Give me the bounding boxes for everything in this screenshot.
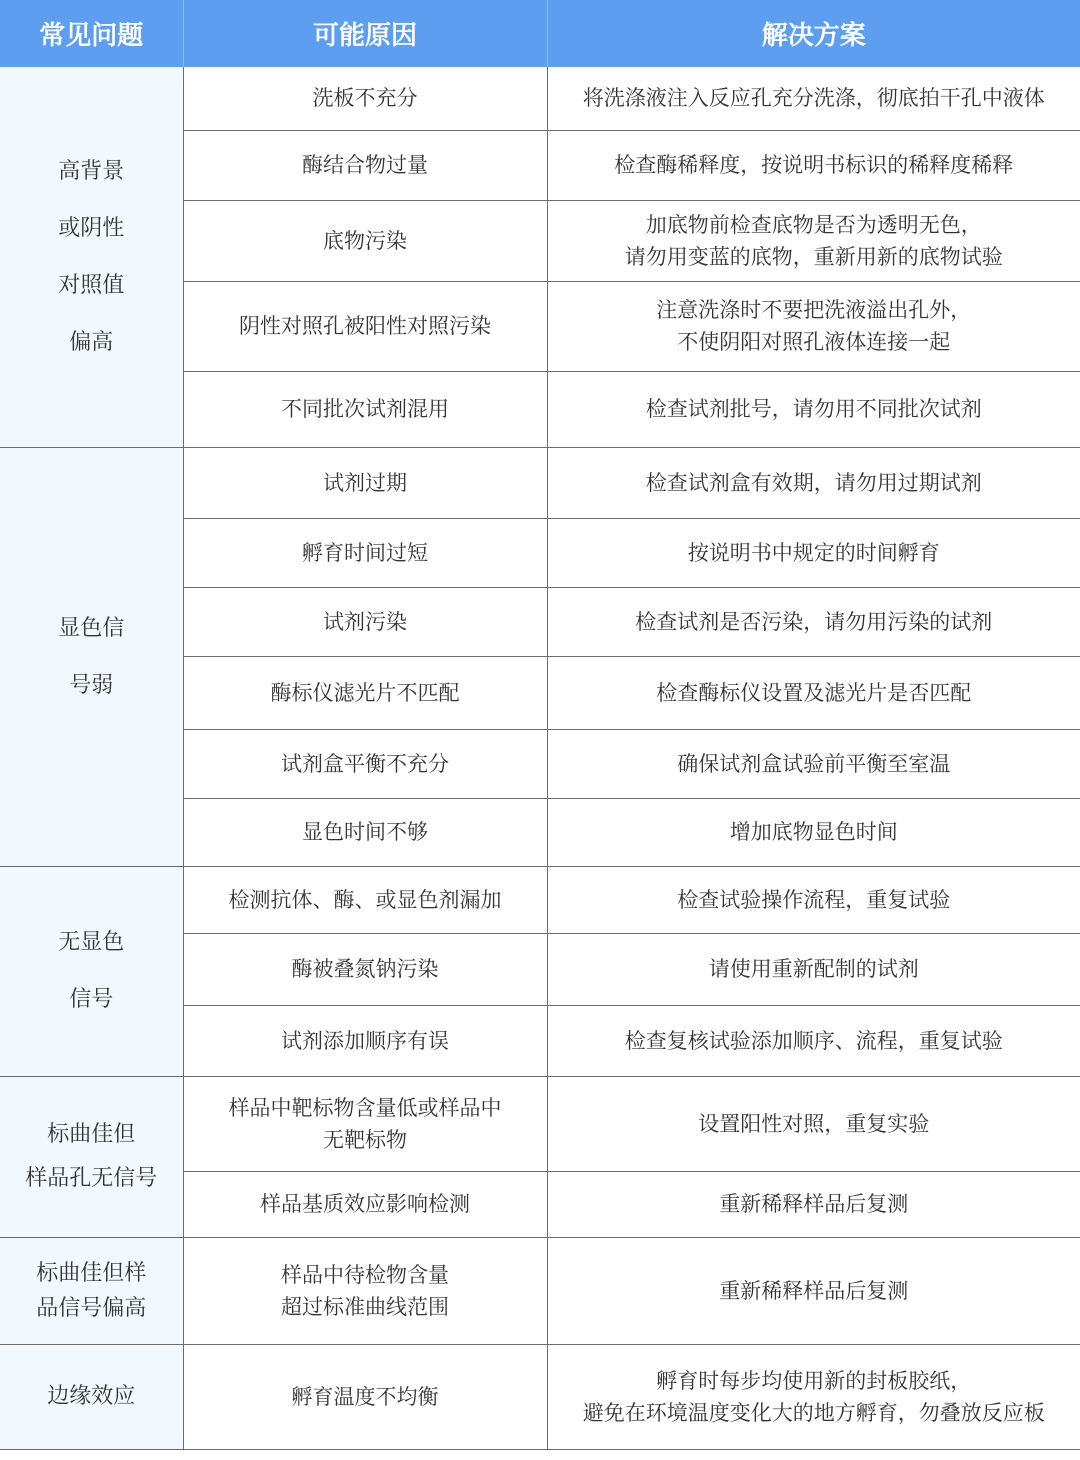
header-problem: 常见问题	[0, 0, 183, 67]
solution-line: 避免在环境温度变化大的地方孵育，勿叠放反应板	[582, 1400, 1045, 1425]
solution-line: 将洗涤液注入反应孔充分洗涤，彻底拍干孔中液体	[582, 86, 1045, 111]
solution-cell	[547, 798, 1080, 866]
solution-cell	[547, 371, 1080, 447]
cause-line: 试剂盒平衡不充分	[281, 751, 449, 776]
cause-line: 试剂污染	[323, 609, 407, 634]
solution-line: 请使用重新配制的试剂	[708, 957, 919, 981]
problem-line: 显色信	[58, 615, 125, 641]
problem-line: 或阴性	[58, 215, 125, 241]
solution-line: 按说明书中规定的时间孵育	[687, 540, 940, 565]
cause-line: 洗板不充分	[312, 86, 418, 111]
problem-line: 无显色	[58, 930, 125, 955]
solution-line: 增加底物显色时间	[729, 820, 898, 844]
cause-line: 无靶标物	[323, 1127, 407, 1152]
cause-line: 样品中靶标物含量低或样品中	[228, 1095, 502, 1120]
solution-line: 确保试剂盒试验前平衡至室温	[677, 751, 951, 776]
solution-line: 检查试验操作流程，重复试验	[677, 887, 951, 912]
table-row	[0, 447, 1080, 518]
solution-line: 检查酶标仪设置及滤光片是否匹配	[656, 680, 972, 705]
problem-cell	[0, 1237, 183, 1344]
table-row	[0, 1076, 1080, 1171]
solution-cell	[547, 729, 1080, 798]
cause-line: 酶标仪滤光片不匹配	[270, 680, 460, 705]
solution-cell	[547, 518, 1080, 587]
cause-cell	[183, 656, 547, 729]
cause-line: 阴性对照孔被阳性对照污染	[239, 314, 491, 338]
solution-cell	[547, 1344, 1080, 1449]
problem-cell	[0, 447, 183, 866]
solution-line: 检查复核试验添加顺序、流程，重复试验	[624, 1028, 1003, 1053]
solution-cell	[547, 67, 1080, 130]
cause-cell	[183, 866, 547, 933]
solution-cell	[547, 1237, 1080, 1344]
table-row	[0, 1237, 1080, 1344]
cause-line: 酶被叠氮钠污染	[291, 957, 439, 981]
solution-cell	[547, 447, 1080, 518]
solution-cell	[547, 281, 1080, 371]
problem-cell	[0, 866, 183, 1076]
cause-line: 不同批次试剂混用	[281, 397, 449, 421]
solution-line: 检查试剂批号，请勿用不同批次试剂	[645, 397, 982, 421]
solution-line: 设置阳性对照，重复实验	[698, 1111, 930, 1136]
problem-cell	[0, 1344, 183, 1449]
problem-line: 信号	[69, 987, 114, 1012]
cause-line: 孵育温度不均衡	[291, 1384, 439, 1409]
problem-line: 品信号偏高	[36, 1295, 147, 1321]
problem-line: 高背景	[58, 158, 125, 184]
cause-line: 试剂过期	[323, 470, 407, 495]
cause-cell	[183, 1344, 547, 1449]
solution-cell	[547, 866, 1080, 933]
solution-line: 检查试剂是否污染，请勿用污染的试剂	[635, 609, 993, 634]
cause-cell	[183, 371, 547, 447]
solution-cell	[547, 200, 1080, 281]
cause-line: 显色时间不够	[302, 820, 428, 844]
table-row	[0, 866, 1080, 933]
solution-cell	[547, 1171, 1080, 1237]
header-solution: 解决方案	[547, 0, 1080, 67]
solution-line: 重新稀释样品后复测	[719, 1192, 909, 1216]
problem-cell	[0, 1076, 183, 1237]
problem-line: 边缘效应	[47, 1384, 136, 1409]
table-row	[0, 1344, 1080, 1449]
solution-line: 检查酶稀释度，按说明书标识的稀释度稀释	[614, 153, 1014, 177]
problem-line: 标曲佳但样	[36, 1260, 147, 1286]
cause-cell	[183, 1076, 547, 1171]
solution-cell	[547, 656, 1080, 729]
solution-cell	[547, 933, 1080, 1005]
cause-cell	[183, 798, 547, 866]
problem-line: 号弱	[69, 672, 114, 698]
problem-line: 样品孔无信号	[25, 1165, 158, 1191]
cause-cell	[183, 447, 547, 518]
cause-cell	[183, 200, 547, 281]
cause-line: 检测抗体、酶、或显色剂漏加	[228, 887, 502, 912]
cause-line: 超过标准曲线范围	[281, 1294, 449, 1319]
cause-line: 酶结合物过量	[302, 153, 428, 177]
problem-line: 标曲佳但	[47, 1121, 136, 1147]
solution-line: 请勿用变蓝的底物，重新用新的底物试验	[624, 244, 1003, 269]
cause-cell	[183, 67, 547, 130]
cause-line: 样品基质效应影响检测	[260, 1192, 470, 1216]
cause-line: 试剂添加顺序有误	[281, 1028, 449, 1053]
cause-cell	[183, 1005, 547, 1076]
header-cause: 可能原因	[183, 0, 547, 67]
problem-line: 偏高	[69, 329, 114, 355]
cause-cell	[183, 130, 547, 200]
header-row	[0, 0, 1080, 67]
solution-line: 孵育时每步均使用新的封板胶纸，	[656, 1368, 972, 1393]
solution-line: 重新稀释样品后复测	[719, 1278, 909, 1303]
solution-cell	[547, 587, 1080, 656]
solution-line: 注意洗涤时不要把洗液溢出孔外，	[656, 298, 972, 322]
cause-line: 孵育时间过短	[302, 540, 428, 565]
cause-cell	[183, 933, 547, 1005]
cause-cell	[183, 281, 547, 371]
cause-line: 底物污染	[323, 228, 407, 253]
cause-cell	[183, 1237, 547, 1344]
problem-cell	[0, 67, 183, 447]
table-row	[0, 67, 1080, 130]
cause-line: 样品中待检物含量	[281, 1262, 449, 1287]
cause-cell	[183, 729, 547, 798]
cause-cell	[183, 518, 547, 587]
problem-line: 对照值	[58, 272, 125, 298]
solution-cell	[547, 1076, 1080, 1171]
solution-line: 检查试剂盒有效期，请勿用过期试剂	[645, 470, 982, 495]
cause-cell	[183, 1171, 547, 1237]
solution-line: 不使阴阳对照孔液体连接一起	[677, 330, 951, 354]
cause-cell	[183, 587, 547, 656]
solution-line: 加底物前检查底物是否为透明无色，	[645, 212, 982, 237]
solution-cell	[547, 1005, 1080, 1076]
solution-cell	[547, 130, 1080, 200]
